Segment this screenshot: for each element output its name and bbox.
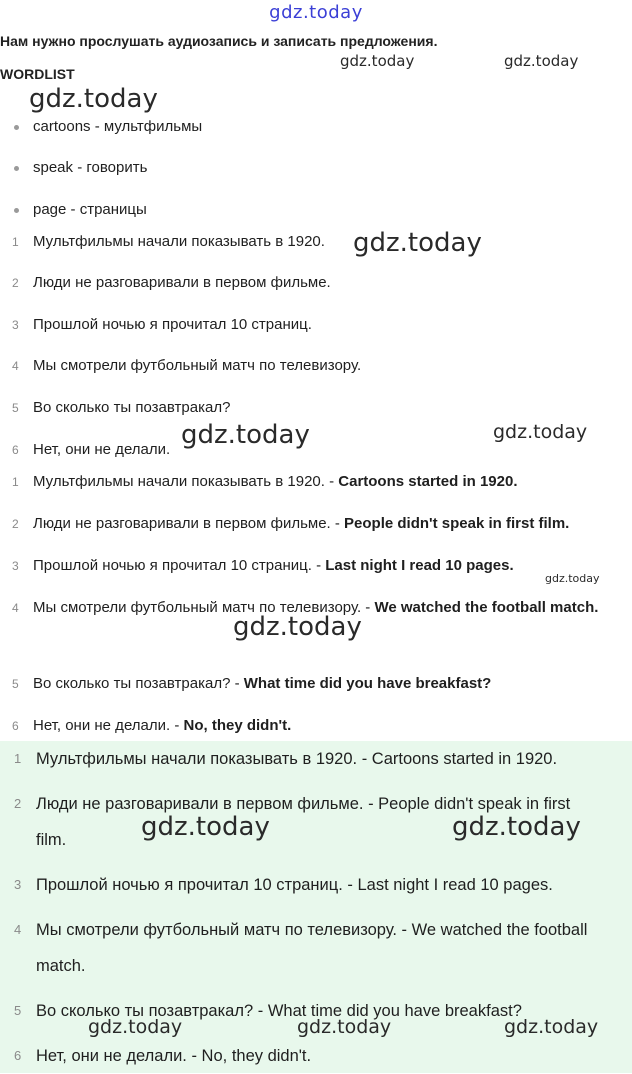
item-number: 6 [14,1048,22,1063]
sentence-en: Cartoons started in 1920. [338,473,518,490]
sentence-en: What time did you have breakfast? [243,675,492,692]
sentence-ru: Мы смотрели футбольный матч по телевизору. [33,357,362,374]
sentence-pair [33,557,628,575]
sentence-ru: Нет, они не делали. [33,441,171,458]
watermark: gdz.today [297,1016,392,1038]
watermark: gdz.today [233,612,362,642]
item-number: 3 [14,877,22,892]
watermark: gdz.today [504,1016,599,1038]
sentence-ru: Люди не разговаривали в первом фильме. [33,274,331,291]
item-number: 1 [12,475,19,489]
sentence-ru: Во сколько ты позавтракал? [33,399,231,416]
item-number: 1 [12,235,19,249]
sentence-ru: Прошлой ночью я прочитал 10 страниц. - [33,557,326,574]
item-number: 4 [12,601,19,615]
watermark: gdz.today [493,421,588,443]
sentence-pair [33,473,628,491]
watermark: gdz.today [181,420,310,450]
bullet-icon [14,125,19,130]
task-instruction: Нам нужно прослушать аудиозапись и записать предложения. [0,33,438,49]
sentence-en: People didn't speak in first film. [344,515,570,532]
item-number: 3 [12,559,19,573]
bullet-icon [14,166,19,171]
item-number: 5 [12,401,19,415]
sentence-ru: Прошлой ночью я прочитал 10 страниц. [33,316,312,333]
watermark: gdz.today [340,52,415,70]
watermark: gdz.today [452,812,581,842]
item-number: 4 [14,922,22,937]
sentence-text: Мы смотрели футбольный матч по телевизору. - We watched the football match. [36,921,588,975]
item-number: 4 [12,359,19,373]
sentence-en: Last night I read 10 pages. [325,557,514,574]
watermark: gdz.today [504,52,579,70]
sentence-text: Мультфильмы начали показывать в 1920. - Cartoons started in 1920. [36,750,558,768]
item-number: 3 [12,318,19,332]
watermark: gdz.today [141,812,270,842]
watermark: gdz.today [545,572,600,585]
sentence-text: Люди не разговаривали в первом фильме. - People didn't speak in first film. [36,795,571,849]
wordlist-item-text: page - страницы [33,201,147,218]
watermark: gdz.today [353,228,482,258]
item-number: 5 [12,677,19,691]
sentence-ru: Люди не разговаривали в первом фильме. - [33,515,345,532]
sentence-en: No, they didn't. [183,717,292,734]
item-number: 6 [12,443,19,457]
sentence-text: Нет, они не делали. - No, they didn't. [36,1047,312,1065]
sentence-ru: Мультфильмы начали показывать в 1920. [33,233,325,250]
watermark: gdz.today [29,84,158,114]
item-number: 1 [14,751,22,766]
sentence-ru: Нет, они не делали. - [33,717,184,734]
sentence-en: We watched the football match. [374,599,599,616]
sentence-ru: Мультфильмы начали показывать в 1920. - [33,473,339,490]
sentence-pair [33,675,628,693]
wordlist-heading: WORDLIST [0,66,75,82]
sentence-pair [33,591,608,625]
sentence-ru: Мы смотрели футбольный матч по телевизору. - [33,599,375,616]
wordlist-item-text: cartoons - мультфильмы [33,118,203,135]
sentence-pair [33,717,628,735]
item-number: 2 [12,276,19,290]
item-number: 2 [14,796,22,811]
sentence-text: Прошлой ночью я прочитал 10 страниц. - Last night I read 10 pages. [36,876,553,894]
item-number: 5 [14,1003,22,1018]
item-number: 2 [12,517,19,531]
top-watermark: gdz.today [269,2,363,23]
wordlist-item-text: speak - говорить [33,159,148,176]
sentence-pair [33,515,632,533]
sentence-ru: Во сколько ты позавтракал? - [33,675,244,692]
watermark: gdz.today [88,1016,183,1038]
bullet-icon [14,208,19,213]
sentence-text: Во сколько ты позавтракал? - What time did you have breakfast? [36,1002,522,1020]
item-number: 6 [12,719,19,733]
